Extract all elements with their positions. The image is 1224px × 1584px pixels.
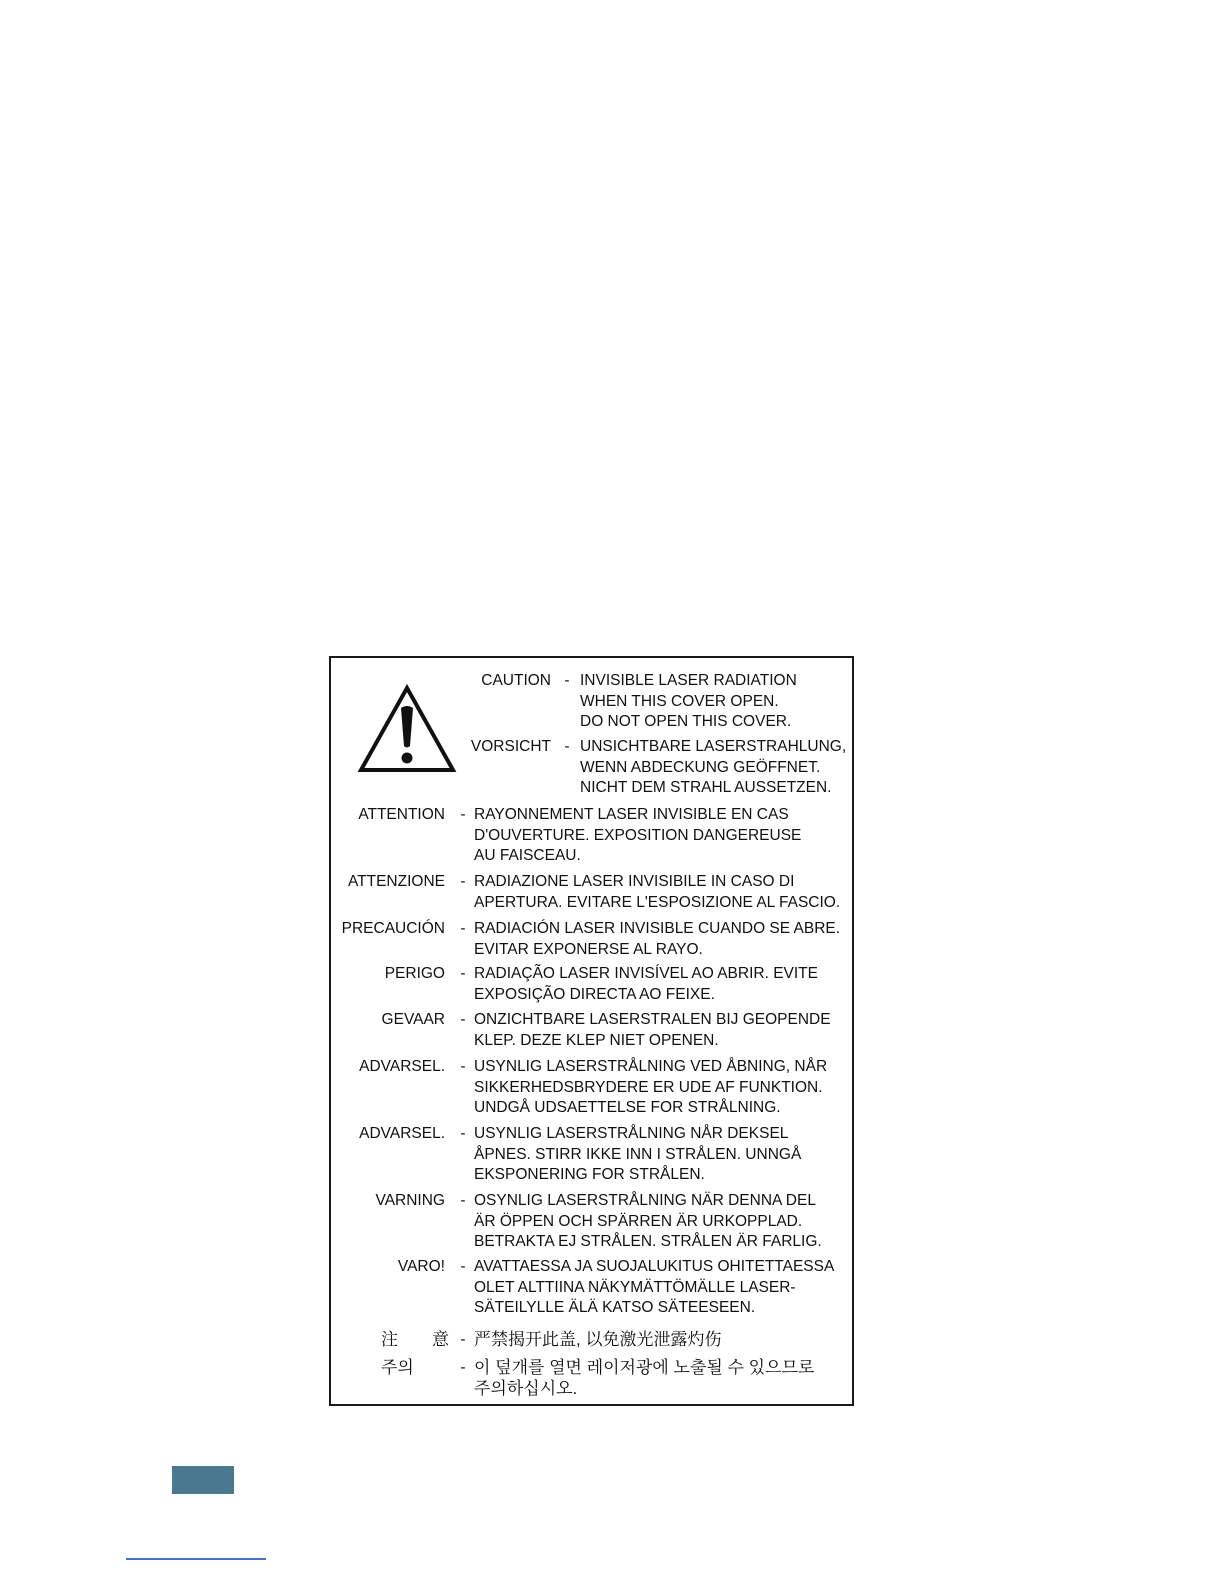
warning-keyword: VARNING [375, 1192, 445, 1209]
separator-dash: - [564, 738, 570, 755]
laser-warning-label [329, 656, 854, 1406]
warning-message: RADIACIÓN LASER INVISIBLE CUANDO SE ABRE. EVITAR EXPONERSE AL RAYO. [474, 920, 841, 958]
separator-dash: - [460, 1058, 466, 1075]
warning-keyword: ADVARSEL. [359, 1125, 445, 1142]
separator-dash: - [460, 1192, 466, 1209]
page-number-tab [172, 1466, 234, 1494]
warning-message: AVATTAESSA JA SUOJALUKITUS OHITETTAESSA OLET ALTTIINA NÄKYMÄTTÖMÄLLE LASER- SÄTEILYLLE ÄLÄ KATSO SÄTEESEEN. [474, 1258, 835, 1316]
warning-keyword: 注意 [381, 1330, 449, 1349]
separator-dash: - [460, 1125, 466, 1142]
separator-dash: - [460, 873, 466, 890]
warning-message: ONZICHTBARE LASERSTRALEN BIJ GEOPENDE KLEP. DEZE KLEP NIET OPENEN. [474, 1011, 831, 1049]
warning-keyword: 주의 [381, 1358, 414, 1377]
warning-keyword: PERIGO [384, 965, 445, 982]
warning-message: INVISIBLE LASER RADIATION WHEN THIS COVER OPEN. DO NOT OPEN THIS COVER. [580, 672, 797, 730]
warning-message: OSYNLIG LASERSTRÅLNING NÄR DENNA DEL ÄR ÖPPEN OCH SPÄRREN ÄR URKOPPLAD. BETRAKTA EJ STRÅLEN. STRÅLEN ÄR FARLIG. [474, 1192, 822, 1250]
warning-message: 严禁揭开此盖, 以免激光泄露灼伤 [474, 1330, 722, 1349]
warning-keyword: ATTENTION [358, 806, 445, 823]
separator-dash: - [460, 806, 466, 823]
warning-message: UNSICHTBARE LASERSTRAHLUNG, WENN ABDECKUNG GEÖFFNET. NICHT DEM STRAHL AUSSETZEN. [580, 738, 847, 796]
separator-dash: - [564, 672, 570, 689]
warning-message: RADIAZIONE LASER INVISIBILE IN CASO DI APERTURA. EVITARE L'ESPOSIZIONE AL FASCIO. [474, 873, 841, 911]
warning-keyword: PRECAUCIÓN [341, 920, 445, 937]
warning-message: USYNLIG LASERSTRÅLNING VED ÅBNING, NÅR SIKKERHEDSBRYDERE ER UDE AF FUNKTION. UNDGÅ UDSAETTELSE FOR STRÅLNING. [474, 1058, 828, 1116]
warning-keyword: VARO! [397, 1258, 445, 1275]
separator-dash: - [460, 1011, 466, 1028]
warning-keyword: GEVAAR [381, 1011, 445, 1028]
footer-rule [126, 1558, 266, 1560]
warning-keyword: VORSICHT [470, 738, 551, 755]
separator-dash: - [460, 1331, 466, 1348]
warning-message: RADIAÇÃO LASER INVISÍVEL AO ABRIR. EVITE EXPOSIÇÃO DIRECTA AO FEIXE. [474, 965, 818, 1003]
warning-message: USYNLIG LASERSTRÅLNING NÅR DEKSEL ÅPNES. STIRR IKKE INN I STRÅLEN. UNNGÅ EKSPONERING FOR STRÅLEN. [474, 1125, 802, 1183]
separator-dash: - [460, 1258, 466, 1275]
warning-message: 이 덮개를 열면 레이저광에 노출될 수 있으므로 주의하십시오. [474, 1358, 815, 1398]
separator-dash: - [460, 920, 466, 937]
warning-keyword: ATTENZIONE [347, 873, 445, 890]
separator-dash: - [460, 1359, 466, 1376]
warning-keyword: CAUTION [481, 672, 551, 689]
warning-keyword: ADVARSEL. [359, 1058, 445, 1075]
warning-message: RAYONNEMENT LASER INVISIBLE EN CAS D'OUVERTURE. EXPOSITION DANGEREUSE AU FAISCEAU. [474, 806, 802, 864]
warning-triangle-icon [357, 684, 457, 776]
separator-dash: - [460, 965, 466, 982]
